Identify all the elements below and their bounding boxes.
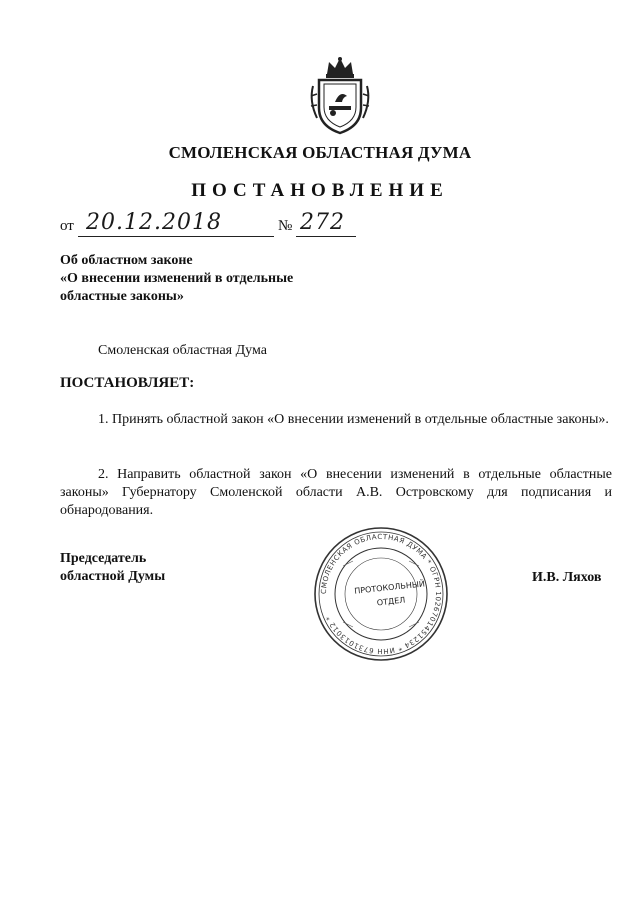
date-prefix: от [60, 218, 74, 234]
document-type-heading: ПОСТАНОВЛЕНИЕ [191, 180, 449, 201]
number-label: № [278, 218, 293, 234]
resolution-item-2: 2. Направить областной закон «О внесении изменений в отдельные областные законы» Губернатору Смоленской области А.В. Островскому для подписания и обнародования. [60, 467, 612, 518]
seal-center-line-2: ОТДЕЛ [376, 595, 406, 608]
signatory-position [60, 550, 165, 586]
seal-center-line-1: ПРОТОКОЛЬНЫЙ [353, 579, 426, 596]
number-field [296, 212, 356, 237]
subject-line-1: Об областном законе [60, 253, 193, 268]
handwritten-number: 272 [300, 210, 345, 235]
signatory-name: И.В. Ляхов [532, 570, 602, 585]
resolve-heading: ПОСТАНОВЛЯЕТ: [60, 375, 195, 391]
svg-text:СМОЛЕНСКАЯ ОБЛАСТНАЯ ДУМА * ОГ: СМОЛЕНСКАЯ ОБЛАСТНАЯ ДУМА * ОГРН 1026701451234 * ИНН 6731013012 * [319, 532, 443, 656]
smolensk-coat-of-arms-icon [305, 56, 375, 136]
handwritten-date: 20.12.2018 [86, 210, 222, 235]
seal-center-text [353, 577, 429, 624]
date-field [78, 212, 274, 237]
signatory-position-line-2: областной Думы [60, 569, 166, 584]
preamble: Смоленская областная Дума [98, 343, 267, 358]
signatory-position-line-1: Председатель [60, 551, 147, 566]
subject-line-3: областные законы» [60, 289, 184, 304]
organization-title: СМОЛЕНСКАЯ ОБЛАСТНАЯ ДУМА [168, 143, 472, 162]
date-number-line [60, 210, 345, 240]
subject-line-2: «О внесении изменений в отдельные [60, 271, 294, 286]
resolution-item-1: 1. Принять областной закон «О внесении изменений в отдельные областные законы». [98, 412, 609, 427]
subject-block [60, 252, 293, 306]
